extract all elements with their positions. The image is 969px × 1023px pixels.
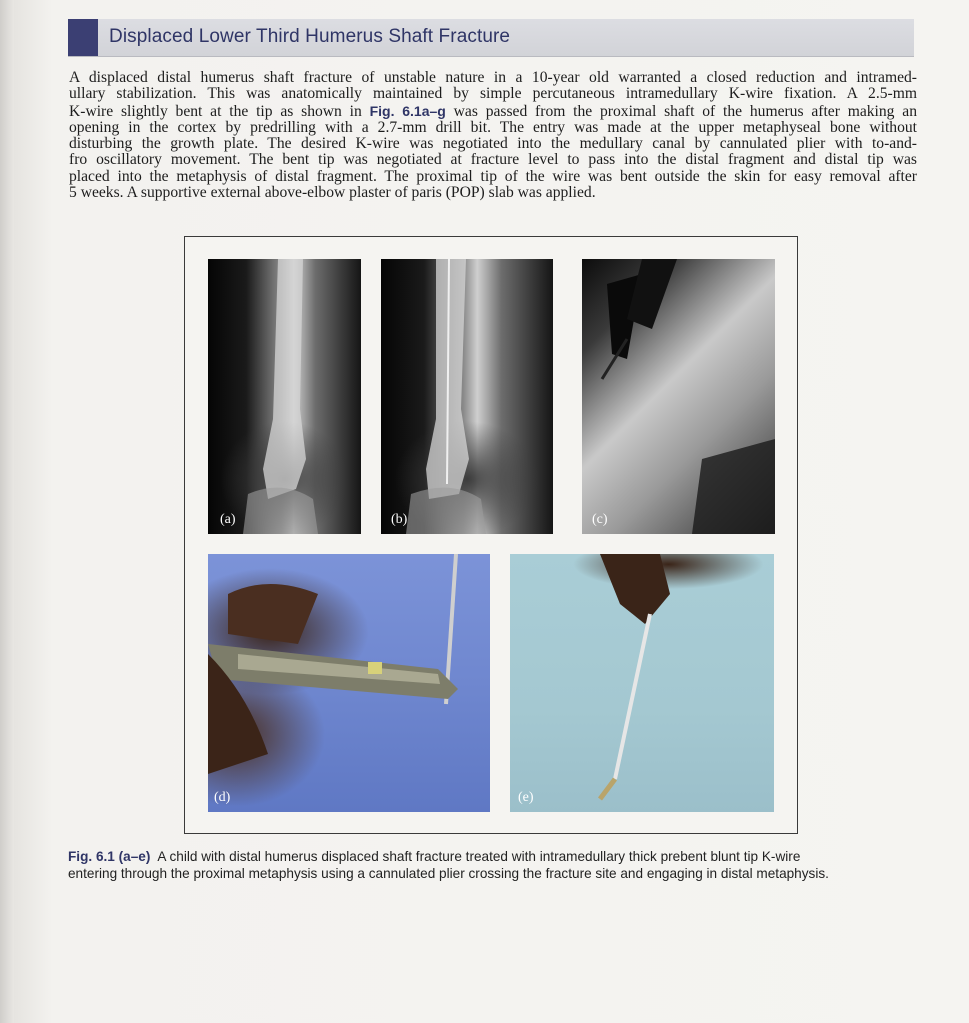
figure-frame — [184, 236, 798, 834]
body-line-part: was passed from the proximal shaft of the humerus after making an — [453, 102, 917, 120]
prebent-k-wire-illustration — [510, 554, 774, 812]
xray-panel-a — [208, 259, 361, 534]
panel-label-e: (e) — [518, 790, 534, 805]
photo-panel-e — [510, 554, 774, 812]
body-line: fro oscillatory movement. The bent tip was negotiated at fracture level to pass into the distal fragment and distal tip was — [69, 151, 917, 169]
page-gutter — [0, 0, 14, 1023]
panel-label-d: (d) — [214, 790, 231, 805]
section-heading-marker — [68, 19, 98, 56]
body-line: opening in the cortex by predrilling with a 2.7-mm drill bit. The entry was made at the upper metaphyseal bone without — [69, 118, 917, 136]
body-line: 5 weeks. A supportive external above-elbow plaster of paris (POP) slab was applied. — [69, 184, 596, 202]
body-paragraph — [69, 70, 917, 201]
fluoroscopy-shape — [582, 259, 775, 534]
panel-label-c: (c) — [592, 512, 608, 527]
body-line: placed into the metaphysis of distal fragment. The proximal tip of the wire was bent outside the skin for easy removal after — [69, 167, 917, 185]
humerus-bone-shape — [381, 259, 553, 534]
body-line-part: K-wire slightly bent at the tip as shown in — [69, 102, 370, 120]
xray-panel-c — [582, 259, 775, 534]
body-line: ullary stabilization. This was anatomically maintained by simple percutaneous intramedullary K-wire fixation. A 2.5-mm — [69, 85, 917, 103]
humerus-bone-shape — [208, 259, 361, 534]
body-line: A displaced distal humerus shaft fracture of unstable nature in a 10-year old warranted a closed reduction and intramed- — [69, 69, 917, 86]
caption-text: A child with distal humerus displaced shaft fracture treated with intramedullary thick prebent blunt tip K-wire — [157, 849, 801, 864]
panel-label-a: (a) — [220, 512, 236, 527]
panel-label-b: (b) — [391, 512, 408, 527]
caption-line: entering through the proximal metaphysis using a cannulated plier crossing the fracture site and engaging in distal metaphysis. — [68, 866, 829, 881]
figure-reference-link[interactable]: Fig. 6.1a–g — [369, 102, 446, 119]
body-line-with-ref — [69, 103, 917, 120]
body-line: disturbing the growth plate. The desired K-wire was negotiated into the medullary canal by cannulated plier with to-and- — [69, 135, 917, 153]
cannulated-plier-illustration — [208, 554, 490, 812]
xray-panel-b — [381, 259, 553, 534]
figure-caption — [68, 848, 918, 882]
caption-line — [68, 848, 918, 865]
photo-panel-d — [208, 554, 490, 812]
caption-label: Fig. 6.1 (a–e) — [68, 849, 151, 864]
section-heading: Displaced Lower Third Humerus Shaft Fracture — [109, 26, 511, 47]
